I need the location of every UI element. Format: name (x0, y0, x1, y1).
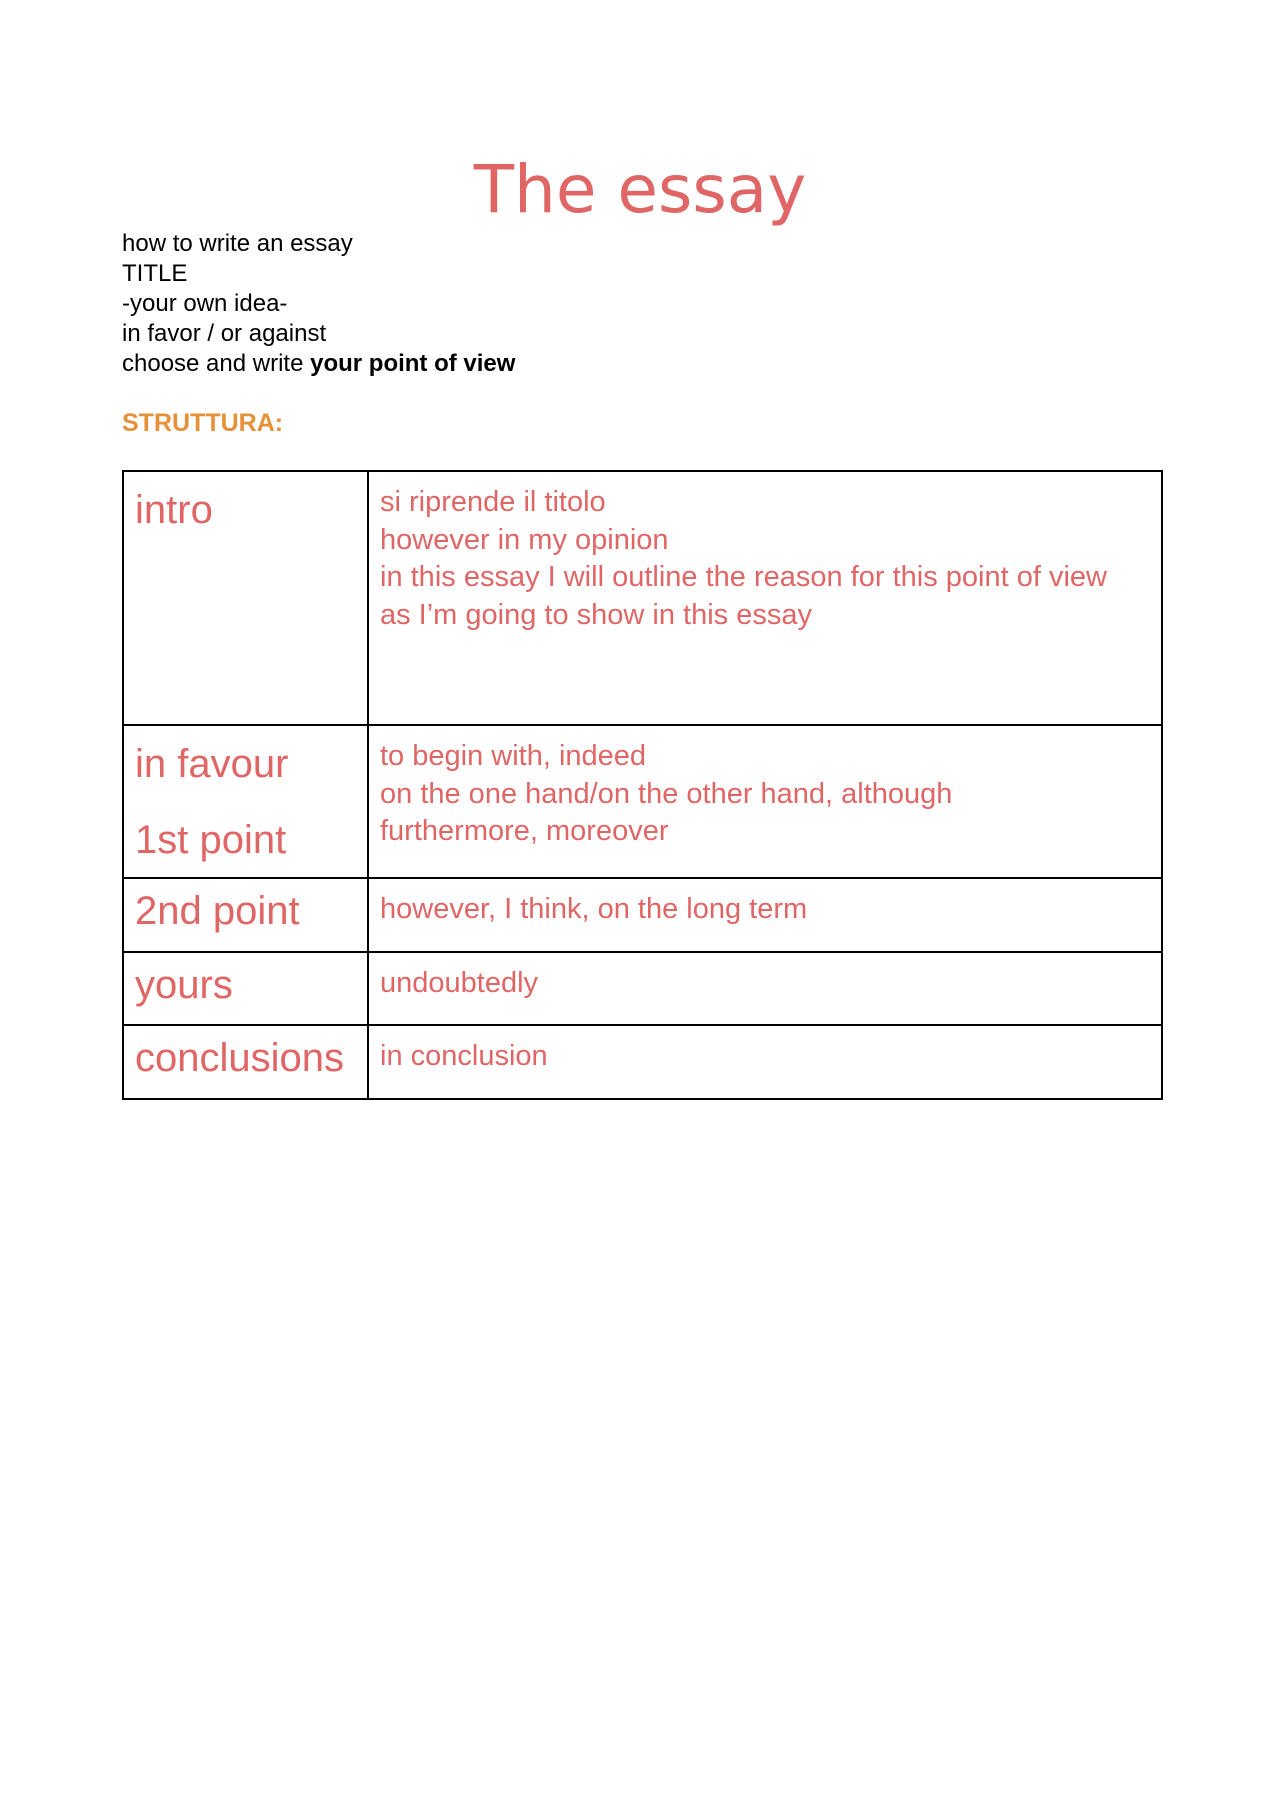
table-row (123, 952, 1162, 1025)
section-label: STRUTTURA: (122, 409, 284, 437)
choose-line-text: choose and write (122, 350, 311, 377)
table-row (123, 878, 1162, 952)
row-label: 2nd point (135, 889, 300, 933)
phrase: in conclusion (380, 1040, 548, 1072)
row-phrases-cell (368, 952, 1162, 1025)
phrase: undoubtedly (380, 967, 539, 999)
phrase: in this essay I will outline the reason for this point of view (380, 561, 1107, 593)
phrase: however, I think, on the long term (380, 893, 808, 925)
row-label: intro (135, 488, 213, 532)
row-label: in favour (135, 742, 289, 786)
row-label: conclusions (135, 1036, 345, 1080)
intro-line: TITLE (122, 260, 188, 287)
intro-notes (122, 229, 515, 379)
table-row (123, 1025, 1162, 1099)
phrase: to begin with, indeed (380, 740, 647, 772)
row-label: yours (135, 963, 233, 1007)
phrase: however in my opinion (380, 523, 669, 556)
row-label: 1st point (135, 818, 287, 862)
row-phrases-cell (368, 878, 1162, 952)
table-row (123, 471, 1162, 725)
row-label-cell (123, 878, 368, 952)
row-phrases-cell (368, 471, 1162, 725)
intro-line: in favor / or against (122, 320, 327, 347)
row-label-cell (123, 1025, 368, 1099)
row-phrases-cell (368, 725, 1162, 878)
intro-line: how to write an essay (122, 230, 353, 257)
phrase: as I’m going to show in this essay (380, 598, 812, 631)
point-of-view-emphasis: your point of view (310, 350, 516, 377)
row-label-cell (123, 952, 368, 1025)
essay-structure-table (122, 470, 1163, 1100)
choose-line (122, 349, 515, 379)
phrase: furthermore, moreover (380, 815, 669, 847)
row-label-cell (123, 471, 368, 725)
table-row (123, 725, 1162, 878)
intro-line: -your own idea- (122, 290, 288, 317)
page-title: The essay (473, 151, 807, 228)
row-phrases-cell (368, 1025, 1162, 1099)
phrase: on the one hand/on the other hand, although (380, 777, 953, 810)
phrase: si riprende il titolo (380, 486, 606, 518)
row-label-cell (123, 725, 368, 878)
